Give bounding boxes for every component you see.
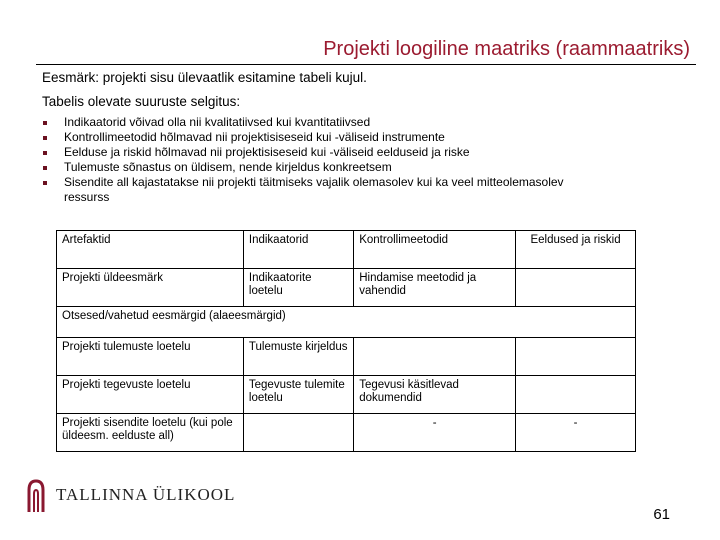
table-cell <box>516 376 636 414</box>
table-cell: Projekti üldeesmärk <box>57 269 244 307</box>
table-cell: Indikaatorite loetelu <box>243 269 353 307</box>
table-cell: Otsesed/vahetud eesmärgid (alaeesmärgid) <box>57 307 636 338</box>
table-row <box>57 376 636 414</box>
header-cell: Artefaktid <box>57 231 244 269</box>
table-cell: Tegevuste tulemite loetelu <box>243 376 353 414</box>
list-item <box>40 145 600 160</box>
list-item-text: Kontrollimeetodid hõlmavad nii projektisiseseid kui -väliseid instrumente <box>64 130 445 144</box>
goal-text: Eesmärk: projekti sisu ülevaatlik esitamine tabeli kujul. <box>42 70 367 85</box>
table-row <box>57 307 636 338</box>
bullet-square-icon <box>43 121 47 125</box>
university-name: TALLINNA ÜLIKOOL <box>56 485 236 504</box>
table-cell: Tegevusi käsitlevad dokumendid <box>354 376 516 414</box>
table-row <box>57 269 636 307</box>
page-number: 61 <box>653 506 670 523</box>
header-cell: Eeldused ja riskid <box>516 231 636 269</box>
slide-title: Projekti loogiline maatriks (raammaatriks) <box>323 38 690 60</box>
list-item-text: Sisendite all kajastatakse nii projekti täitmiseks vajalik olemasolev kui ka veel mitteolemasolev ressurss <box>64 175 564 204</box>
table-cell <box>516 338 636 376</box>
table-header-row <box>57 231 636 269</box>
bullet-square-icon <box>43 166 47 170</box>
explanation-list <box>40 115 600 205</box>
table-cell: - <box>516 414 636 452</box>
table-cell: Projekti sisendite loetelu (kui pole üldeesm. eelduste all) <box>57 414 244 452</box>
table-cell <box>354 338 516 376</box>
table-cell: Tulemuste kirjeldus <box>243 338 353 376</box>
table-cell: Projekti tegevuste loetelu <box>57 376 244 414</box>
bullet-square-icon <box>43 136 47 140</box>
list-item <box>40 175 600 205</box>
list-item <box>40 160 600 175</box>
table-row <box>57 414 636 452</box>
title-divider <box>36 64 696 65</box>
university-logo <box>26 478 235 512</box>
table-cell: Projekti tulemuste loetelu <box>57 338 244 376</box>
list-item-text: Tulemuste sõnastus on üldisem, nende kirjeldus konkreetsem <box>64 160 392 174</box>
bullet-square-icon <box>43 151 47 155</box>
explanation-heading: Tabelis olevate suuruste selgitus: <box>42 94 241 109</box>
list-item-text: Indikaatorid võivad olla nii kvalitatiivsed kui kvantitatiivsed <box>64 115 371 129</box>
header-cell: Indikaatorid <box>243 231 353 269</box>
university-arch-logo-icon <box>26 478 46 512</box>
table-cell: - <box>354 414 516 452</box>
header-cell: Kontrollimeetodid <box>354 231 516 269</box>
bullet-square-icon <box>43 181 47 185</box>
list-item <box>40 130 600 145</box>
table-row <box>57 338 636 376</box>
list-item-text: Eelduse ja riskid hõlmavad nii projektisiseseid kui -väliseid eelduseid ja riske <box>64 145 470 159</box>
table-cell: Hindamise meetodid ja vahendid <box>354 269 516 307</box>
logframe-table <box>56 230 636 452</box>
list-item <box>40 115 600 130</box>
table-cell <box>516 269 636 307</box>
table-cell <box>243 414 353 452</box>
